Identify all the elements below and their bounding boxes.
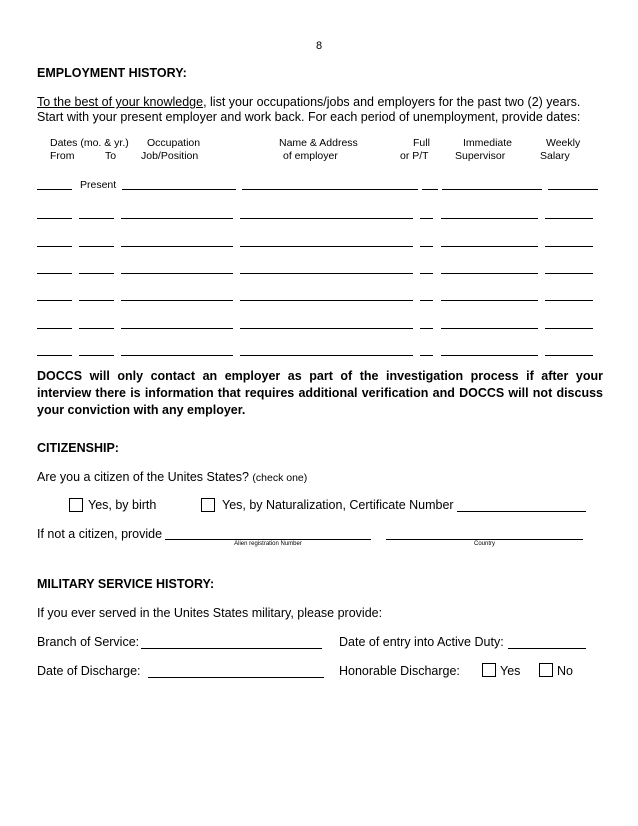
row3-occupation-blank[interactable] <box>121 273 233 274</box>
row6-to-blank[interactable] <box>79 355 114 356</box>
present-label: Present <box>80 179 117 191</box>
citizenship-question-text: Are you a citizen of the Unites States? <box>37 470 249 484</box>
col-header-supervisor: Supervisor <box>455 150 506 162</box>
row4-employer-blank[interactable] <box>240 300 413 301</box>
present-row-salary-blank[interactable] <box>548 189 598 190</box>
col-header-from: From <box>50 150 75 162</box>
country-caption: Country <box>473 541 495 547</box>
row1-supervisor-blank[interactable] <box>441 218 538 219</box>
certificate-number-field[interactable] <box>457 511 586 512</box>
row6-employer-blank[interactable] <box>240 355 413 356</box>
row5-to-blank[interactable] <box>79 328 114 329</box>
intro-rest-text: , list your occupations/jobs and employers for the past two (2) years. <box>203 95 581 109</box>
row1-from-blank[interactable] <box>37 218 72 219</box>
row5-employer-blank[interactable] <box>240 328 413 329</box>
row4-fullpt-blank[interactable] <box>420 300 433 301</box>
col-header-name-address: Name & Address <box>279 137 358 149</box>
honorable-yes-checkbox[interactable] <box>482 663 496 677</box>
row3-employer-blank[interactable] <box>240 273 413 274</box>
military-intro: If you ever served in the Unites States military, please provide: <box>37 606 383 620</box>
col-header-immediate: Immediate <box>463 137 513 149</box>
col-header-of-employer: of employer <box>283 150 338 162</box>
row4-supervisor-blank[interactable] <box>441 300 538 301</box>
alien-registration-field[interactable] <box>165 539 371 540</box>
row2-from-blank[interactable] <box>37 246 72 247</box>
employment-history-heading: EMPLOYMENT HISTORY: <box>37 66 187 80</box>
row4-from-blank[interactable] <box>37 300 72 301</box>
citizenship-question <box>37 470 307 484</box>
row5-supervisor-blank[interactable] <box>441 328 538 329</box>
col-header-to: To <box>105 150 117 162</box>
employment-intro-line-1 <box>37 95 580 109</box>
military-heading: MILITARY SERVICE HISTORY: <box>37 577 215 591</box>
row2-fullpt-blank[interactable] <box>420 246 433 247</box>
date-of-entry-field[interactable] <box>508 648 586 649</box>
row4-salary-blank[interactable] <box>545 300 593 301</box>
row1-occupation-blank[interactable] <box>121 218 233 219</box>
row2-occupation-blank[interactable] <box>121 246 233 247</box>
alien-registration-caption: Alien registration Number <box>234 541 302 547</box>
row4-to-blank[interactable] <box>79 300 114 301</box>
row3-supervisor-blank[interactable] <box>441 273 538 274</box>
date-of-entry-label: Date of entry into Active Duty: <box>339 635 504 649</box>
row3-fullpt-blank[interactable] <box>420 273 433 274</box>
employment-intro-line-2: Start with your present employer and work back. For each period of unemployment, provide dates: <box>37 110 581 124</box>
row6-from-blank[interactable] <box>37 355 72 356</box>
date-of-discharge-field[interactable] <box>148 677 324 678</box>
row5-occupation-blank[interactable] <box>121 328 233 329</box>
row6-supervisor-blank[interactable] <box>441 355 538 356</box>
col-header-job-position: Job/Position <box>141 150 199 162</box>
citizen-by-naturalization-label: Yes, by Naturalization, Certificate Number <box>222 498 454 512</box>
col-header-weekly: Weekly <box>546 137 581 149</box>
row5-salary-blank[interactable] <box>545 328 593 329</box>
honorable-discharge-label: Honorable Discharge: <box>339 664 460 678</box>
present-row-from-blank[interactable] <box>37 189 72 190</box>
row5-from-blank[interactable] <box>37 328 72 329</box>
not-citizen-label: If not a citizen, provide <box>37 527 163 541</box>
row6-fullpt-blank[interactable] <box>420 355 433 356</box>
row6-occupation-blank[interactable] <box>121 355 233 356</box>
honorable-no-label: No <box>557 664 573 678</box>
present-row-occupation-blank[interactable] <box>122 189 236 190</box>
branch-of-service-label: Branch of Service: <box>37 635 140 649</box>
col-header-occupation: Occupation <box>147 137 201 149</box>
date-of-discharge-label: Date of Discharge: <box>37 664 141 678</box>
branch-of-service-field[interactable] <box>141 648 322 649</box>
row4-occupation-blank[interactable] <box>121 300 233 301</box>
row1-employer-blank[interactable] <box>240 218 413 219</box>
col-header-or-pt: or P/T <box>400 150 429 162</box>
row2-to-blank[interactable] <box>79 246 114 247</box>
page-number: 8 <box>315 40 323 52</box>
row2-employer-blank[interactable] <box>240 246 413 247</box>
row1-fullpt-blank[interactable] <box>420 218 433 219</box>
row2-salary-blank[interactable] <box>545 246 593 247</box>
citizen-by-naturalization-checkbox[interactable] <box>201 498 215 512</box>
row1-salary-blank[interactable] <box>545 218 593 219</box>
citizenship-question-note: (check one) <box>252 472 308 484</box>
row3-salary-blank[interactable] <box>545 273 593 274</box>
intro-underlined-text: To the best of your knowledge <box>37 95 204 109</box>
row5-fullpt-blank[interactable] <box>420 328 433 329</box>
citizenship-heading: CITIZENSHIP: <box>37 441 119 455</box>
doccs-notice: DOCCS will only contact an employer as part of the investigation process if after your interview there is information that requires additional verification and DOCCS will not discuss your conviction with any employer. <box>37 369 603 417</box>
honorable-no-checkbox[interactable] <box>539 663 553 677</box>
citizen-by-birth-label: Yes, by birth <box>88 498 157 512</box>
row2-supervisor-blank[interactable] <box>441 246 538 247</box>
present-row-employer-blank[interactable] <box>242 189 418 190</box>
country-field[interactable] <box>386 539 583 540</box>
present-row-fullpt-blank[interactable] <box>422 189 438 190</box>
citizen-by-birth-checkbox[interactable] <box>69 498 83 512</box>
col-header-full: Full <box>413 137 430 149</box>
present-row-supervisor-blank[interactable] <box>442 189 542 190</box>
row6-salary-blank[interactable] <box>545 355 593 356</box>
col-header-dates: Dates (mo. & yr.) <box>50 137 129 149</box>
row3-from-blank[interactable] <box>37 273 72 274</box>
honorable-yes-label: Yes <box>500 664 521 678</box>
row1-to-blank[interactable] <box>79 218 114 219</box>
col-header-salary: Salary <box>540 150 570 162</box>
row3-to-blank[interactable] <box>79 273 114 274</box>
